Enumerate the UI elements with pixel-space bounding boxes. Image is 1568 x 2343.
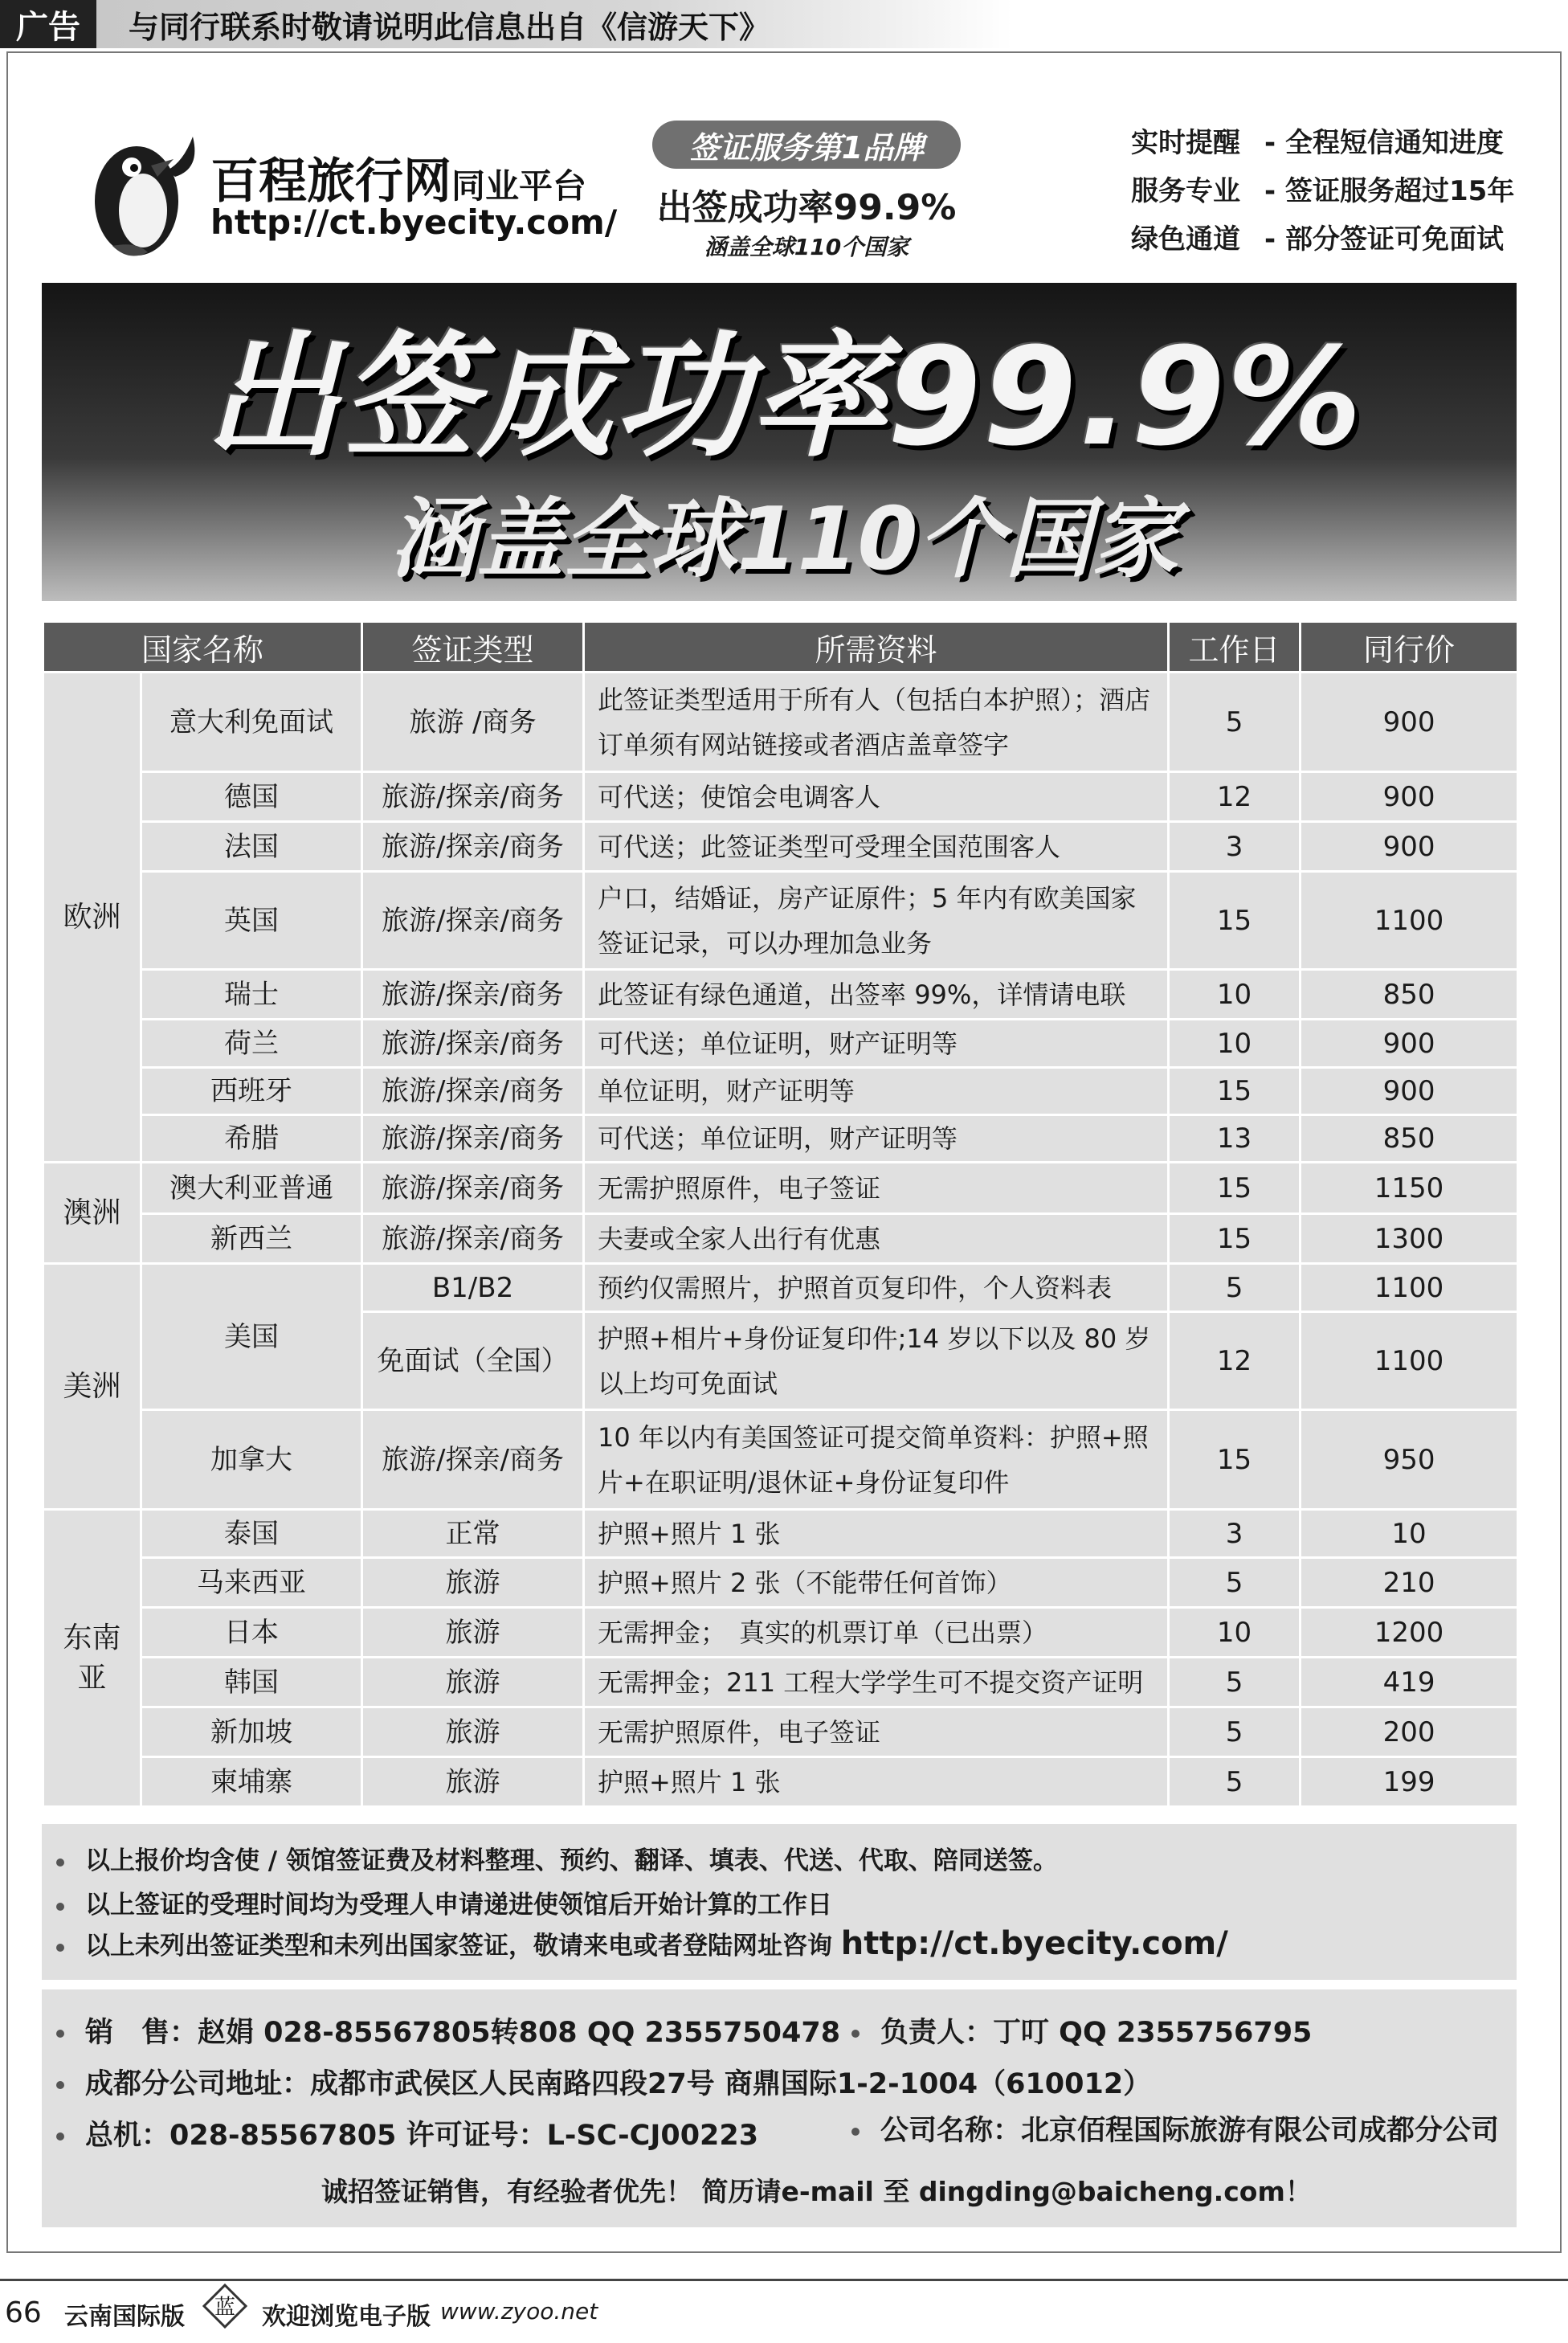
price-cell: 1100	[1301, 1312, 1518, 1410]
penguin-logo-icon	[80, 121, 201, 265]
days-cell: 15	[1169, 1410, 1301, 1510]
days-cell: 3	[1169, 1510, 1301, 1558]
note-cell: 可代送；单位证明，财产证明等	[584, 1020, 1169, 1068]
welcome-text: 欢迎浏览电子版	[262, 2303, 431, 2331]
footer-website-link[interactable]: www.zyoo.net	[440, 2298, 598, 2325]
header-success-rate: 出签成功率99.9%	[656, 187, 957, 228]
visa-price-table	[42, 620, 1519, 1808]
price-cell: 1150	[1301, 1163, 1518, 1214]
contact-phone	[56, 2113, 758, 2153]
header-visa-type: 签证类型	[362, 622, 584, 673]
feature-value: 签证服务超过15年	[1285, 175, 1515, 207]
price-cell: 1200	[1301, 1608, 1518, 1658]
type-cell: 旅游	[362, 1658, 584, 1707]
blue-diamond-icon	[202, 2284, 247, 2329]
brand-main: 百程旅行网	[210, 153, 451, 210]
table-row	[43, 1214, 1518, 1264]
note-cell: 预约仅需照片，护照首页复印件，个人资料表	[584, 1264, 1169, 1312]
country-cell: 日本	[141, 1608, 362, 1658]
feature-value: 全程短信通知进度	[1285, 127, 1504, 159]
contact-company-text: 公司名称：北京佰程国际旅游有限公司成都分公司	[880, 2115, 1500, 2147]
country-cell: 马来西亚	[141, 1558, 362, 1608]
region-europe: 欧洲	[43, 673, 141, 1163]
note-line	[56, 1840, 1058, 1876]
note-text: 以上未列出签证类型和未列出国家签证，敬请来电或者登陆网址咨询	[85, 1932, 832, 1961]
contact-address	[56, 2062, 1151, 2102]
country-cell: 法国	[141, 822, 362, 872]
feature-key: 服务专业	[1131, 175, 1240, 207]
table-header-row	[43, 622, 1518, 673]
type-cell: 正常	[362, 1510, 584, 1558]
bullet-icon	[851, 2128, 860, 2136]
table-row	[43, 1658, 1518, 1707]
bullet-icon	[851, 2030, 860, 2038]
note-cell: 此签证有绿色通道，出签率 99%，详情请电联	[584, 970, 1169, 1020]
header-requirements: 所需资料	[584, 622, 1169, 673]
note-cell: 户口，结婚证，房产证原件；5 年内有欧美国家签证记录，可以办理加急业务	[584, 872, 1169, 970]
country-cell: 韩国	[141, 1658, 362, 1707]
days-cell: 13	[1169, 1115, 1301, 1163]
feature-key: 绿色通道	[1131, 223, 1240, 256]
contact-company	[851, 2108, 1499, 2149]
note-cell: 护照+相片+身份证复印件;14 岁以下以及 80 岁以上均可免面试	[584, 1312, 1169, 1410]
type-cell: 旅游/探亲/商务	[362, 1115, 584, 1163]
country-cell: 新西兰	[141, 1214, 362, 1264]
header-price: 同行价	[1301, 622, 1518, 673]
brand-suffix: 同业平台	[451, 166, 587, 206]
note-line	[56, 1884, 832, 1920]
table-row	[43, 822, 1518, 872]
days-cell: 5	[1169, 673, 1301, 772]
type-cell: 旅游	[362, 1558, 584, 1608]
table-row	[43, 1410, 1518, 1510]
price-cell: 1300	[1301, 1214, 1518, 1264]
brand-url-link[interactable]: http://ct.byecity.com/	[210, 202, 618, 242]
days-cell: 10	[1169, 1020, 1301, 1068]
country-cell: 泰国	[141, 1510, 362, 1558]
website-link[interactable]: http://ct.byecity.com/	[840, 1925, 1228, 1962]
type-cell: 旅游	[362, 1757, 584, 1807]
type-cell: 免面试（全国）	[362, 1312, 584, 1410]
feature-dash: -	[1264, 175, 1276, 207]
country-cell: 意大利免面试	[141, 673, 362, 772]
note-cell: 可代送；单位证明，财产证明等	[584, 1115, 1169, 1163]
feature-item	[1131, 217, 1504, 256]
bullet-icon	[56, 2081, 64, 2089]
type-cell: 旅游/探亲/商务	[362, 1163, 584, 1214]
days-cell: 15	[1169, 872, 1301, 970]
country-cell: 德国	[141, 772, 362, 822]
country-cell: 柬埔寨	[141, 1757, 362, 1807]
table-row	[43, 1163, 1518, 1214]
price-cell: 900	[1301, 772, 1518, 822]
country-cell: 荷兰	[141, 1020, 362, 1068]
table-row	[43, 1068, 1518, 1115]
table-row	[43, 772, 1518, 822]
note-text: 以上报价均含使 / 领馆签证费及材料整理、预约、翻译、填表、代送、代取、陪同送签。	[85, 1846, 1058, 1875]
days-cell: 5	[1169, 1558, 1301, 1608]
header-workdays: 工作日	[1169, 622, 1301, 673]
days-cell: 15	[1169, 1163, 1301, 1214]
contact-sales-text: 销 售：赵娟 028-85567805转808 QQ 2355750478	[85, 2017, 841, 2049]
country-cell: 澳大利亚普通	[141, 1163, 362, 1214]
table-row	[43, 1608, 1518, 1658]
contact-manager	[851, 2010, 1312, 2051]
note-cell: 无需押金； 真实的机票订单（已出票）	[584, 1608, 1169, 1658]
price-cell: 950	[1301, 1410, 1518, 1510]
type-cell: 旅游 /商务	[362, 673, 584, 772]
note-cell: 此签证类型适用于所有人（包括白本护照）；酒店订单须有网站链接或者酒店盖章签字	[584, 673, 1169, 772]
price-cell: 200	[1301, 1707, 1518, 1757]
days-cell: 5	[1169, 1757, 1301, 1807]
country-cell: 西班牙	[141, 1068, 362, 1115]
feature-item	[1131, 169, 1514, 208]
region-americas: 美洲	[43, 1264, 141, 1510]
table-row	[43, 1707, 1518, 1757]
feature-key: 实时提醒	[1131, 127, 1240, 159]
note-cell: 护照+照片 1 张	[584, 1510, 1169, 1558]
bullet-icon	[56, 2030, 64, 2038]
contact-phone-text: 总机：028-85567805 许可证号：L-SC-CJ00223	[85, 2120, 759, 2152]
type-cell: 旅游	[362, 1608, 584, 1658]
price-cell: 10	[1301, 1510, 1518, 1558]
price-cell: 850	[1301, 1115, 1518, 1163]
recruit-notice: 诚招签证销售，有经验者优先！ 简历请e-mail 至 dingding@baicheng.com！	[321, 2176, 1312, 2207]
days-cell: 5	[1169, 1658, 1301, 1707]
type-cell: 旅游/探亲/商务	[362, 822, 584, 872]
note-cell: 可代送；此签证类型可受理全国范围客人	[584, 822, 1169, 872]
note-cell: 护照+照片 2 张（不能带任何首饰）	[584, 1558, 1169, 1608]
note-cell: 护照+照片 1 张	[584, 1757, 1169, 1807]
price-cell: 210	[1301, 1558, 1518, 1608]
table-row	[43, 1020, 1518, 1068]
type-cell: 旅游/探亲/商务	[362, 1068, 584, 1115]
region-southeast-asia: 东南亚	[43, 1510, 141, 1807]
footer-divider	[0, 2279, 1568, 2281]
table-row	[43, 1115, 1518, 1163]
days-cell: 10	[1169, 970, 1301, 1020]
blue-diamond-label: 蓝	[214, 2296, 236, 2320]
bullet-icon	[56, 2132, 64, 2141]
table-row	[43, 1264, 1518, 1312]
days-cell: 15	[1169, 1214, 1301, 1264]
table-row	[43, 1757, 1518, 1807]
note-cell: 可代送；使馆会电调客人	[584, 772, 1169, 822]
country-cell: 瑞士	[141, 970, 362, 1020]
ad-tag: 广告	[0, 0, 96, 48]
note-cell: 10 年以内有美国签证可提交简单资料：护照+照片+在职证明/退休证+身份证复印件	[584, 1410, 1169, 1510]
table-row	[43, 872, 1518, 970]
price-cell: 900	[1301, 1020, 1518, 1068]
type-cell: 旅游/探亲/商务	[362, 1410, 584, 1510]
page-number: 66	[5, 2296, 42, 2329]
type-cell: 旅游/探亲/商务	[362, 970, 584, 1020]
ad-notice: 与同行联系时敬请说明此信息出自《信游天下》	[96, 0, 1012, 48]
price-cell: 419	[1301, 1658, 1518, 1707]
table-row	[43, 1558, 1518, 1608]
price-cell: 199	[1301, 1757, 1518, 1807]
days-cell: 5	[1169, 1264, 1301, 1312]
note-cell: 无需护照原件，电子签证	[584, 1707, 1169, 1757]
type-cell: 旅游/探亲/商务	[362, 1214, 584, 1264]
header-country: 国家名称	[43, 622, 362, 673]
contact-sales	[56, 2010, 840, 2051]
country-cell: 加拿大	[141, 1410, 362, 1510]
days-cell: 10	[1169, 1608, 1301, 1658]
region-australia: 澳洲	[43, 1163, 141, 1264]
price-cell: 900	[1301, 673, 1518, 772]
table-row	[43, 673, 1518, 772]
country-cell: 新加坡	[141, 1707, 362, 1757]
brand-badge: 签证服务第1品牌	[652, 121, 961, 169]
days-cell: 3	[1169, 822, 1301, 872]
banner-subtitle: 涵盖全球110个国家	[390, 489, 1178, 590]
type-cell: 旅游/探亲/商务	[362, 872, 584, 970]
price-cell: 850	[1301, 970, 1518, 1020]
edition-label: 云南国际版	[64, 2303, 185, 2331]
header-coverage: 涵盖全球110个国家	[704, 234, 909, 260]
bullet-icon	[56, 1903, 64, 1911]
note-line	[56, 1925, 1228, 1962]
feature-value: 部分签证可免面试	[1285, 223, 1504, 256]
days-cell: 12	[1169, 772, 1301, 822]
table-row	[43, 970, 1518, 1020]
note-text: 以上签证的受理时间均为受理人申请递进使领馆后开始计算的工作日	[85, 1891, 832, 1920]
bullet-icon	[56, 1944, 64, 1952]
table-row	[43, 1510, 1518, 1558]
type-cell: B1/B2	[362, 1264, 584, 1312]
days-cell: 15	[1169, 1068, 1301, 1115]
days-cell: 12	[1169, 1312, 1301, 1410]
days-cell: 5	[1169, 1707, 1301, 1757]
note-cell: 夫妻或全家人出行有优惠	[584, 1214, 1169, 1264]
price-cell: 900	[1301, 1068, 1518, 1115]
feature-dash: -	[1264, 223, 1276, 256]
feature-item	[1131, 121, 1504, 160]
contact-address-text: 成都分公司地址：成都市武侯区人民南路四段27号 商鼎国际1-2-1004（610012）	[85, 2068, 1152, 2100]
price-cell: 900	[1301, 822, 1518, 872]
type-cell: 旅游/探亲/商务	[362, 772, 584, 822]
banner-title: 出签成功率99.9%	[204, 318, 1364, 476]
price-cell: 1100	[1301, 872, 1518, 970]
country-cell: 英国	[141, 872, 362, 970]
note-cell: 无需押金；211 工程大学学生可不提交资产证明	[584, 1658, 1169, 1707]
note-cell: 无需护照原件，电子签证	[584, 1163, 1169, 1214]
bullet-icon	[56, 1858, 64, 1867]
type-cell: 旅游	[362, 1707, 584, 1757]
contact-manager-text: 负责人：丁叮 QQ 2355756795	[880, 2017, 1313, 2049]
feature-dash: -	[1264, 127, 1276, 159]
type-cell: 旅游/探亲/商务	[362, 1020, 584, 1068]
country-cell: 美国	[141, 1264, 362, 1410]
note-cell: 单位证明，财产证明等	[584, 1068, 1169, 1115]
price-cell: 1100	[1301, 1264, 1518, 1312]
country-cell: 希腊	[141, 1115, 362, 1163]
